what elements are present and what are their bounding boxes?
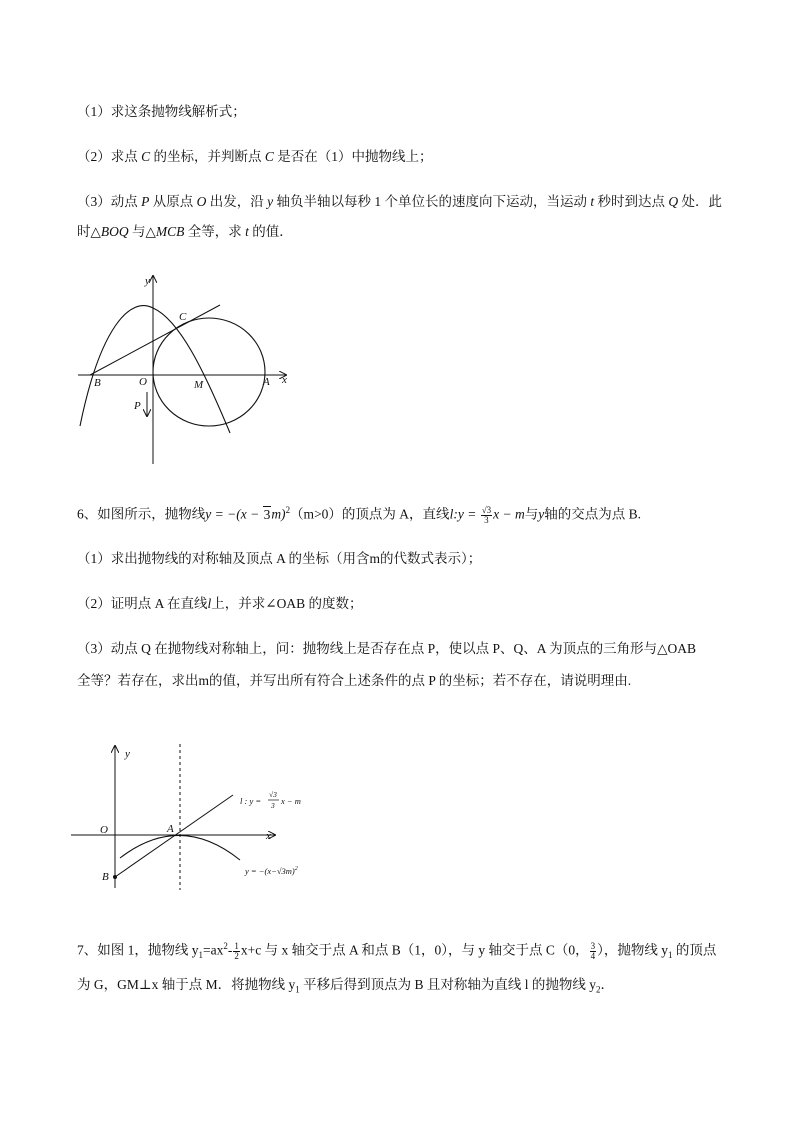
fig1-y-label: y — [145, 275, 150, 287]
q6-part2: （2）证明点 A 在直线l上，并求∠OAB 的度数； — [77, 596, 363, 611]
fig1-b-label: B — [94, 377, 101, 389]
fig2-a-label: A — [167, 823, 174, 835]
parabola — [80, 306, 230, 433]
line-bc — [90, 305, 220, 375]
fig2-parabola-eq: $y = -(x-√3m)^2$ — [245, 866, 298, 876]
q6-part1: （1）求出抛物线的对称轴及顶点 A 的坐标（用含m的代数式表示）； — [77, 551, 482, 566]
fig2-y-label: y — [125, 748, 130, 760]
q5-part3: （3）动点 P 从原点 O 出发，沿 y 轴负半轴以每秒 1 个单位长的速度向下运动，当运动 t 秒时到达点 Q 处．此 — [77, 194, 723, 209]
fig1-o-label: O — [139, 376, 147, 388]
q5-part3-cont: 时△BOQ 与△MCB 全等，求 t 的值． — [77, 224, 293, 239]
fig1-x-label: x — [282, 374, 287, 386]
figure-2 — [65, 740, 335, 890]
fig2-line-b: x − m — [281, 796, 301, 806]
q6-statement: 6、如图所示，抛物线$y = -(x - 3m)^2(m>0)$的顶点为 A，直线l:y = $\frac{√3}{3}$ x − m与y轴的交点为点 B. — [77, 504, 642, 525]
circle-m — [153, 318, 265, 426]
fig2-x-label: x — [266, 830, 271, 842]
q6-part3-cont: 全等？若存在，求出m的值，并写出所有符合上述条件的点 P 的坐标；若不存在，请说明理由. — [77, 673, 632, 688]
q6-part3: （3）动点 Q 在抛物线对称轴上，问：抛物线上是否存在点 P，使以点 P、Q、A 为顶点的三角形与△OAB — [77, 641, 697, 656]
point-b — [113, 875, 117, 879]
fig2-line-eq: l : y = — [240, 796, 262, 806]
fig1-m-label: M — [194, 379, 204, 391]
fig1-c-label: C — [179, 311, 187, 323]
q7-statement-cont: 为 G，GM⊥x 轴于点 M．将抛物线 $y_1$ 平移后得到顶点为 B 且对称轴为直线 l 的抛物线 $y_2$． — [77, 977, 614, 995]
fig2-o-label: O — [100, 824, 108, 836]
fig2-line-num: √3 — [269, 790, 277, 799]
figure-1 — [70, 268, 300, 473]
q5-part1: （1）求这条抛物线解析式； — [77, 104, 246, 119]
fig2-b-label: B — [102, 871, 109, 883]
fig1-p-label: P — [134, 400, 141, 412]
q7-statement: 7、如图 1，抛物线 $y_1=ax^2-$ $\frac{1}{2}$ x+c 与 x 轴交于点 A 和点 B（1，0），与 y 轴交于点 C（0， $\frac{3}{4}$ ），抛物线 $y_1$ 的顶点 — [77, 940, 717, 961]
fig2-line-den: 3 — [271, 801, 275, 810]
q5-part2: （2）求点 C 的坐标，并判断点 C 是否在（1）中抛物线上； — [77, 149, 433, 164]
fig1-a-label: A — [263, 376, 270, 388]
